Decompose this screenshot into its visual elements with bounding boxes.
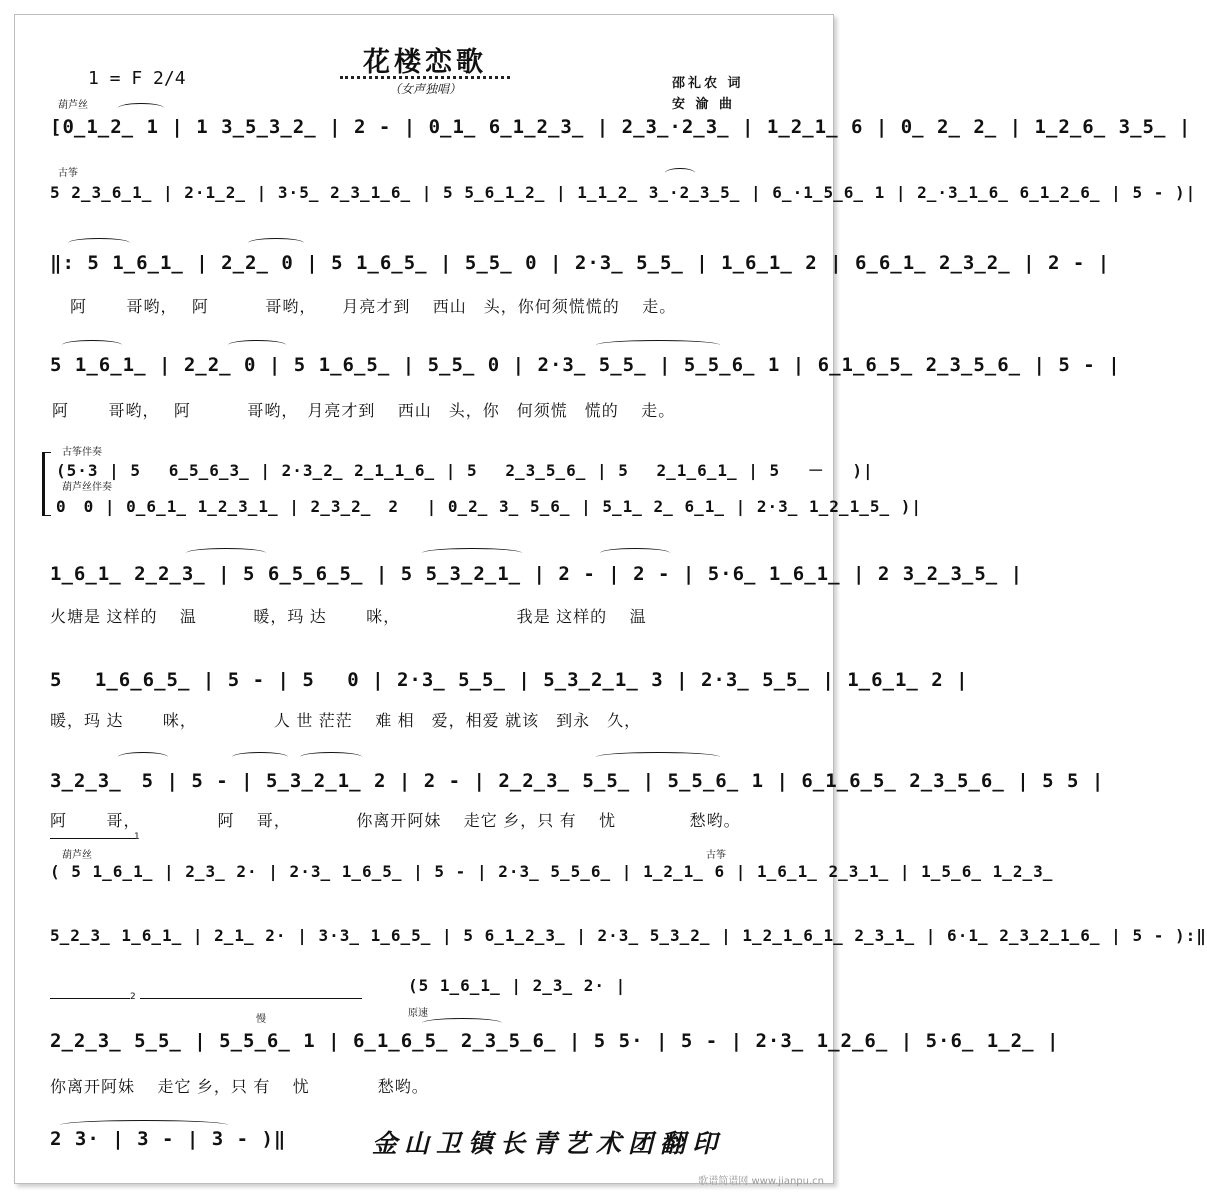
tempo-mark-slow: 慢 — [256, 1014, 266, 1025]
notation-row-verse-1: ‖: 5 1̲6̲1̲ | 2̲2̲ 0 | 5 1̲6̲5̲ | 5̲5̲ 0 | 2·3̲ 5̲5̲ | 1̲6̲1̲ 2 | 6̲6̲1̲ 2̲3̲2̲ | 2 - | — [50, 252, 1111, 274]
tempo-mark-original: 原速 — [408, 1008, 428, 1019]
notation-row-interlude2-1: ( 5 1̲6̲1̲ | 2̲3̲ 2· | 2·3̲ 1̲6̲5̲ | 5 - | 2·3̲ 5̲5̲6̲ | 1̲2̲1̲ 6 | 1̲6̲1̲ 2̲3̲1̲ | 1̲5̲6̲ 1̲2̲3̲ — [50, 862, 1054, 881]
slur — [300, 752, 362, 762]
instrument-label-hulusi-accomp: 葫芦丝伴奏 — [62, 482, 112, 493]
volta-number-2: 2 — [130, 992, 136, 1002]
slur — [118, 752, 168, 762]
volta-number-1: 1 — [134, 832, 140, 842]
lyricist-credit: 邵礼农 词 — [672, 76, 744, 91]
lyric-row-verse-5: 阿 哥， 阿 哥， 你离开阿妹 走它 乡，只 有 忧 愁哟。 — [50, 813, 741, 830]
instrument-label-hulusi: 葫芦丝 — [58, 100, 88, 111]
instrument-label-guzheng-accomp: 古筝伴奏 — [62, 447, 102, 458]
instrument-label-guzheng: 古筝 — [58, 168, 78, 179]
title-dotted-rule — [340, 76, 510, 79]
volta-line-2a — [50, 998, 130, 999]
slur — [600, 548, 670, 558]
slur — [665, 168, 695, 178]
lyric-row-verse-1: 阿 哥哟， 阿 哥哟， 月亮才到 西山 头，你何须慌慌的 走。 — [70, 299, 677, 316]
composer-credit: 安 渝 曲 — [672, 97, 736, 112]
notation-row-interlude-guzheng: (5·3 | 5 6̲5̲6̲3̲ | 2·3̲2̲ 2̲1̲1̲6̲ | 5 2̲3̲5̲6̲ | 5 2̲1̲6̲1̲ | 5 － )| — [56, 461, 874, 480]
slur — [232, 752, 288, 762]
slur — [596, 340, 720, 350]
notation-row-verse-4: 5 1̲6̲6̲5̲ | 5 - | 5 0 | 2·3̲ 5̲5̲ | 5̲3̲2̲1̲ 3 | 2·3̲ 5̲5̲ | 1̲6̲1̲ 2 | — [50, 669, 969, 691]
notation-row-verse-2: 5 1̲6̲1̲ | 2̲2̲ 0 | 5 1̲6̲5̲ | 5̲5̲ 0 | 2·3̲ 5̲5̲ | 5̲5̲6̲ 1 | 6̲1̲6̲5̲ 2̲3̲5̲6̲ | 5 - | — [50, 354, 1121, 376]
watermark: 歌谱简谱网 www.jianpu.cn — [698, 1176, 824, 1187]
volta-line-1 — [50, 838, 136, 839]
slur — [228, 340, 286, 350]
slur — [68, 238, 130, 248]
key-signature: 1 = F 2/4 — [88, 68, 186, 89]
notation-row-interlude2-2: 5̲2̲3̲ 1̲6̲1̲ | 2̲1̲ 2· | 3·3̲ 1̲6̲5̲ | 5 6̲1̲2̲3̲ | 2·3̲ 5̲3̲2̲ | 1̲2̲1̲6̲1̲ 2̲3̲1̲ | 6·1̲ 2̲3̲2̲1̲6̲ | 5 - ):‖ — [50, 926, 1207, 945]
slur — [186, 548, 266, 558]
instrument-label-hulusi-2: 葫芦丝 — [62, 850, 92, 861]
notation-row-verse-5: 3̲2̲3̲ 5 | 5 - | 5̲3̲2̲1̲ 2 | 2 - | 2̲2̲3̲ 5̲5̲ | 5̲5̲6̲ 1 | 6̲1̲6̲5̲ 2̲3̲5̲6̲ | 5 5 | — [50, 770, 1105, 792]
song-subtitle: （女声独唱） — [388, 82, 461, 96]
slur — [62, 340, 122, 350]
slur — [422, 1018, 502, 1028]
volta-line-2b — [140, 998, 362, 999]
lyric-row-ending: 你离开阿妹 走它 乡，只 有 忧 愁哟。 — [50, 1079, 429, 1096]
notation-row-intro-1: [0̲1̲2̲ 1 | 1 3̲5̲3̲2̲ | 2 - | 0̲1̲ 6̲1̲2̲3̲ | 2̲3̲·2̲3̲ | 1̲2̲1̲ 6 | 0̲ 2̲ 2̲ | 1̲2̲6̲ 3̲5̲ | — [50, 116, 1192, 138]
lyric-row-verse-2: 阿 哥哟， 阿 哥哟， 月亮才到 西山 头，你 何须慌 慌的 走。 — [52, 403, 676, 420]
lyric-row-verse-3: 火塘是 这样的 温 暖，玛 达 咪， 我是 这样的 温 — [50, 609, 647, 626]
slur — [596, 752, 720, 762]
notation-row-intro-2: 5 2̲3̲6̲1̲ | 2·1̲2̲ | 3·5̲ 2̲3̲1̲6̲ | 5 5̲6̲1̲2̲ | 1̲1̲2̲ 3̲·2̲3̲5̲ | 6̲·1̲5̲6̲ 1 | 2̲·3̲1̲6̲ 6̲1̲2̲6̲ | 5 - )| — [50, 183, 1197, 202]
system-bracket — [42, 452, 51, 516]
slur — [118, 103, 164, 113]
notation-row-final: 2 3· | 3 - | 3 - )‖ — [50, 1128, 287, 1150]
instrument-label-guzheng-2: 古筝 — [706, 850, 726, 861]
print-note: 金山卫镇长青艺术团翻印 — [372, 1129, 725, 1158]
slur — [248, 238, 304, 248]
notation-row-ending: 2̲2̲3̲ 5̲5̲ | 5̲5̲6̲ 1 | 6̲1̲6̲5̲ 2̲3̲5̲6̲ | 5 5· | 5 - | 2·3̲ 1̲2̲6̲ | 5·6̲ 1̲2̲ | — [50, 1030, 1060, 1052]
notation-row-interlude-hulusi: 0 0 | 0̲6̲1̲ 1̲2̲3̲1̲ | 2̲3̲2̲ 2 | 0̲2̲ 3̲ 5̲6̲ | 5̲1̲ 2̲ 6̲1̲ | 2·3̲ 1̲2̲1̲5̲ )| — [56, 497, 922, 516]
notation-row-coda-upper: (5 1̲6̲1̲ | 2̲3̲ 2· | — [408, 976, 627, 995]
notation-row-verse-3: 1̲6̲1̲ 2̲2̲3̲ | 5 6̲5̲6̲5̲ | 5 5̲3̲2̲1̲ | 2 - | 2 - | 5·6̲ 1̲6̲1̲ | 2 3̲2̲3̲5̲ | — [50, 563, 1024, 585]
lyric-row-verse-4: 暖，玛 达 咪， 人 世 茫茫 难 相 爱，相爱 就该 到永 久， — [50, 713, 642, 730]
slur — [422, 548, 522, 558]
song-title: 花楼恋歌 — [363, 47, 487, 78]
